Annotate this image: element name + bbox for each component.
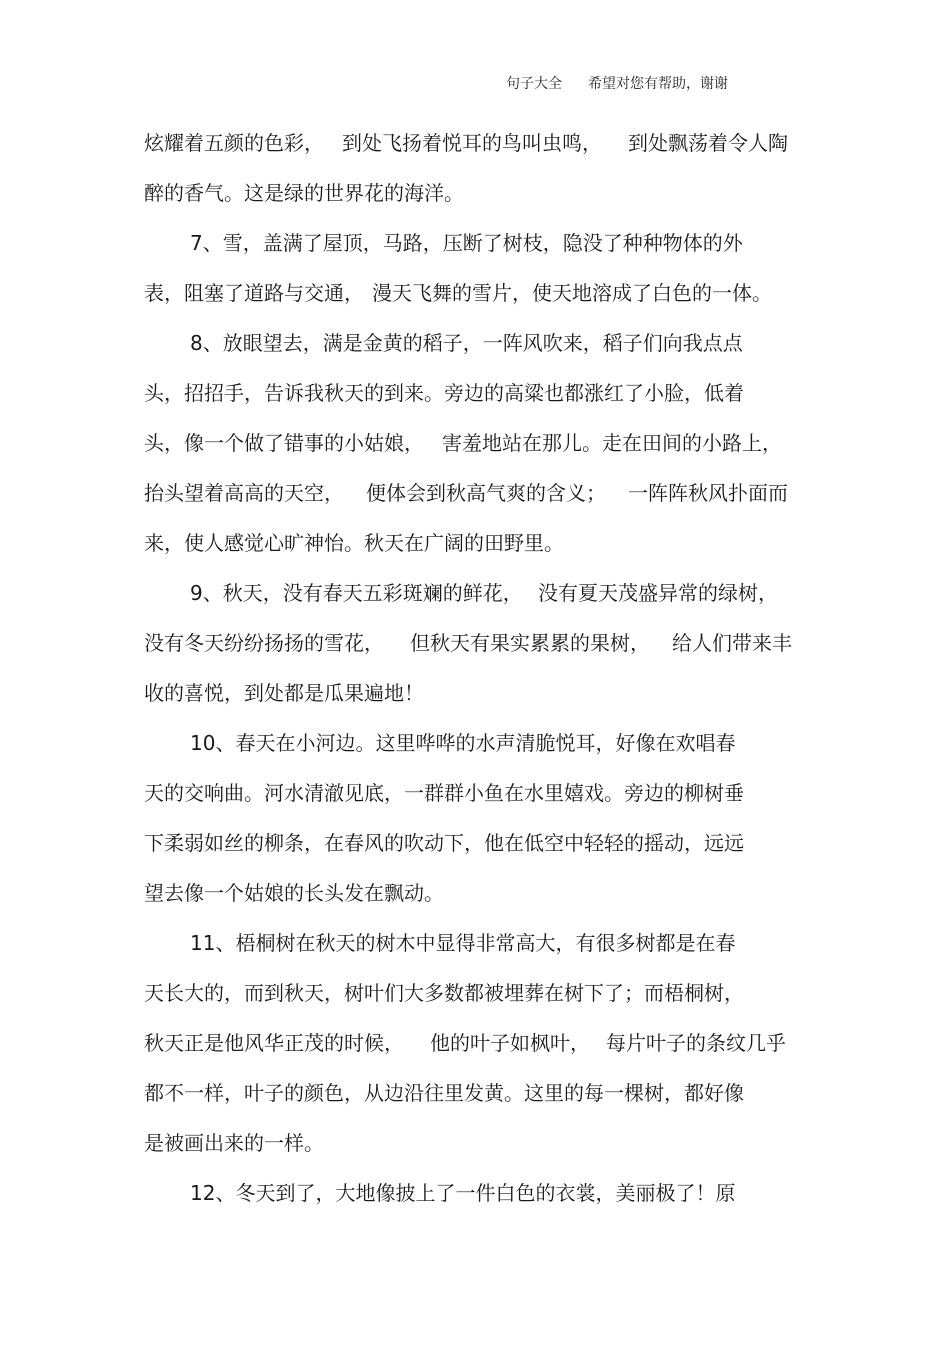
text-line <box>0 1078 950 1108</box>
text-segment: 8、放眼望去，满是金黄的稻子，一阵风吹来，稻子们向我点点 <box>190 331 743 355</box>
text-line <box>0 628 950 658</box>
text-segment: 便体会到秋高气爽的含义； <box>366 481 606 505</box>
text-line <box>0 1128 950 1158</box>
text-line <box>0 528 950 558</box>
text-segment: 12、冬天到了，大地像披上了一件白色的衣裳，美丽极了！原 <box>190 1181 736 1205</box>
text-line <box>0 678 950 708</box>
text-segment: 害羞地站在那儿。走在田间的小路上， <box>442 431 782 455</box>
text-segment: 7、雪，盖满了屋顶，马路，压断了树枝，隐没了种种物体的外 <box>190 231 743 255</box>
text-segment: 漫天飞舞的雪片，使天地溶成了白色的一体。 <box>372 281 772 305</box>
text-line <box>0 928 950 958</box>
text-line <box>0 1028 950 1058</box>
text-segment: 下柔弱如丝的柳条，在春风的吹动下，他在低空中轻轻的摇动，远远 <box>144 831 744 855</box>
text-line <box>0 778 950 808</box>
text-segment: 给人们带来丰 <box>672 631 792 655</box>
text-segment: 秋天正是他风华正茂的时候， <box>144 1031 404 1055</box>
text-segment: 头，招招手，告诉我秋天的到来。旁边的高粱也都涨红了小脸，低着 <box>144 381 744 405</box>
text-segment: 没有冬天纷纷扬扬的雪花， <box>144 631 384 655</box>
text-segment: 一阵阵秋风扑面而 <box>628 481 788 505</box>
text-line <box>0 728 950 758</box>
text-segment: 抬头望着高高的天空， <box>144 481 344 505</box>
text-line <box>0 1178 950 1208</box>
text-line <box>0 378 950 408</box>
text-line <box>0 478 950 508</box>
text-segment: 没有夏天茂盛异常的绿树， <box>538 581 778 605</box>
text-segment: 望去像一个姑娘的长头发在飘动。 <box>144 881 444 905</box>
text-segment: 来，使人感觉心旷神怡。秋天在广阔的田野里。 <box>144 531 564 555</box>
text-line <box>0 328 950 358</box>
text-segment: 收的喜悦，到处都是瓜果遍地！ <box>144 681 424 705</box>
text-segment: 头，像一个做了错事的小姑娘， <box>144 431 424 455</box>
text-segment: 他的叶子如枫叶， <box>430 1031 590 1055</box>
text-line <box>0 178 950 208</box>
text-line <box>0 128 950 158</box>
text-segment: 到处飘荡着令人陶 <box>628 131 788 155</box>
text-line <box>0 228 950 258</box>
text-segment: 11、梧桐树在秋天的树木中显得非常高大，有很多树都是在春 <box>190 931 736 955</box>
page-header <box>506 74 728 94</box>
header-site-name: 句子大全 <box>506 76 562 92</box>
text-segment: 但秋天有果实累累的果树， <box>410 631 650 655</box>
text-line <box>0 578 950 608</box>
text-line <box>0 878 950 908</box>
text-segment: 醉的香气。这是绿的世界花的海洋。 <box>144 181 464 205</box>
text-segment: 炫耀着五颜的色彩， <box>144 131 324 155</box>
text-line <box>0 978 950 1008</box>
text-segment: 10、春天在小河边。这里哗哗的水声清脆悦耳，好像在欢唱春 <box>190 731 736 755</box>
text-segment: 都不一样，叶子的颜色，从边沿往里发黄。这里的每一棵树，都好像 <box>144 1081 744 1105</box>
text-segment: 每片叶子的条纹几乎 <box>606 1031 786 1055</box>
text-line <box>0 278 950 308</box>
text-segment: 是被画出来的一样。 <box>144 1131 324 1155</box>
text-line <box>0 828 950 858</box>
text-segment: 天的交响曲。河水清澈见底，一群群小鱼在水里嬉戏。旁边的柳树垂 <box>144 781 744 805</box>
text-segment: 天长大的，而到秋天，树叶们大多数都被埋葬在树下了；而梧桐树， <box>144 981 744 1005</box>
text-line <box>0 428 950 458</box>
text-segment: 9、秋天，没有春天五彩斑斓的鲜花， <box>190 581 523 605</box>
header-note: 希望对您有帮助，谢谢 <box>588 76 728 92</box>
text-segment: 表，阻塞了道路与交通， <box>144 281 364 305</box>
text-segment: 到处飞扬着悦耳的鸟叫虫鸣， <box>342 131 602 155</box>
